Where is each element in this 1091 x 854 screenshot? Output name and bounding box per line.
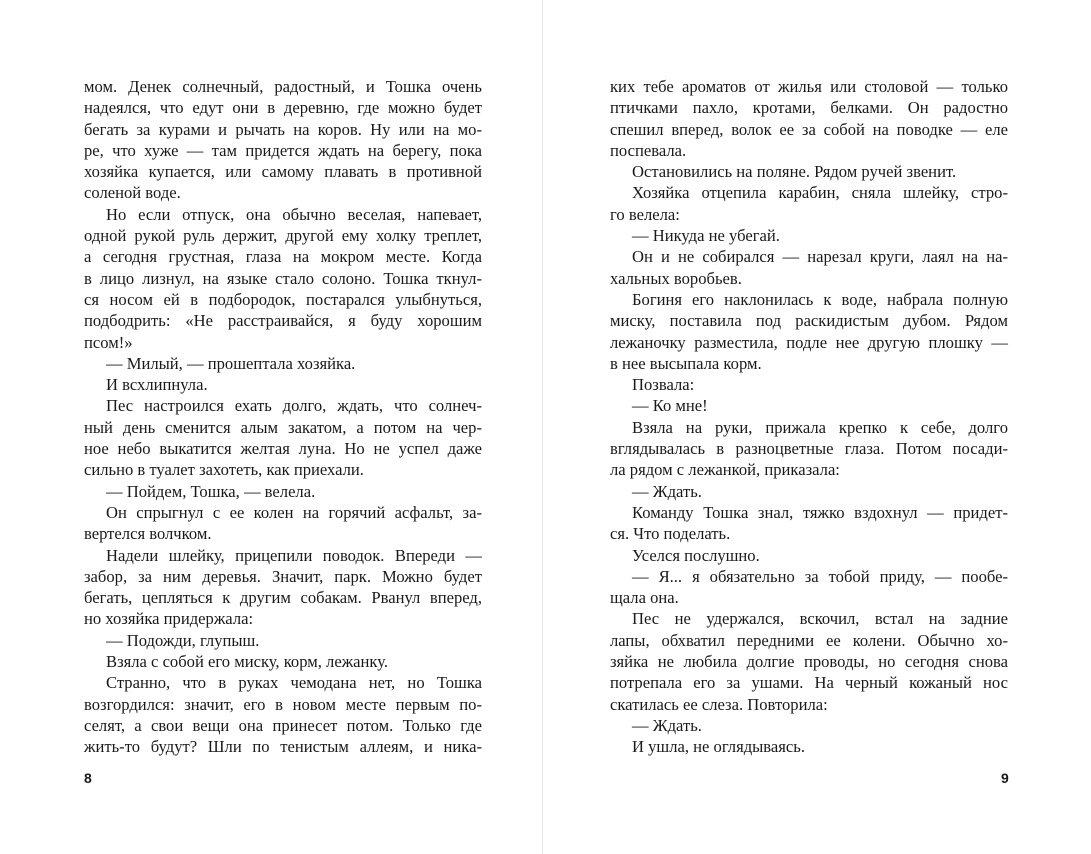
text-line: Но если отпуск, она обычно веселая, напевает,: [106, 204, 482, 224]
page-number-right: 9: [1001, 770, 1009, 786]
text-line: мом. Денек солнечный, радостный, и Тошка очень: [84, 77, 482, 96]
text-line: псом!»: [84, 332, 133, 352]
text-line: забор, за ним деревья. Значит, парк. Можно будет: [84, 566, 482, 586]
text-line: ре, что хуже — там придется ждать на берегу, пока: [84, 140, 482, 160]
text-line: Взяла на руки, прижала крепко к себе, долго: [632, 417, 1008, 437]
text-line: — Я... я обязательно за тобой приду, — пообе-: [632, 566, 1008, 586]
text-line: хозяйка купается, или самому плавать в противной: [84, 162, 482, 182]
text-line: — Никуда не убегай.: [632, 226, 780, 246]
text-line: надеялся, что едут они в деревню, где можно будет: [84, 98, 482, 118]
text-line: вертелся волчком.: [84, 524, 212, 544]
text-line: скатилась ее слеза. Повторила:: [610, 694, 828, 714]
text-line: — Подожди, глупыш.: [106, 630, 260, 650]
text-line: в нее высыпала корм.: [610, 353, 762, 373]
text-line: щала она.: [610, 588, 679, 608]
text-line: Остановились на поляне. Рядом ручей звенит.: [632, 162, 957, 182]
text-line: в лицо лизнул, на языке стало солоно. Тошка ткнул-: [84, 268, 482, 288]
text-line: Хозяйка отцепила карабин, сняла шлейку, стро-: [632, 183, 1008, 203]
text-line: — Милый, — прошептала хозяйка.: [106, 353, 356, 373]
text-line: спешил вперед, волок ее за собой на поводке — еле: [610, 119, 1008, 139]
text-line: Уселся послушно.: [632, 545, 760, 565]
text-line: вглядывалась в разноцветные глаза. Потом посади-: [610, 439, 1008, 459]
text-line: Надели шлейку, прицепили поводок. Впереди —: [106, 545, 482, 565]
text-line: поспевала.: [610, 140, 687, 160]
text-line: И всхлипнула.: [106, 375, 208, 395]
text-line: Богиня его наклонилась к воде, набрала полную: [632, 289, 1008, 309]
page-number-left: 8: [84, 770, 92, 786]
text-line: бегать за курами и рычать на коров. Ну или на мо-: [84, 119, 482, 139]
text-line: Пес настроился ехать долго, ждать, что солнеч-: [106, 396, 482, 416]
text-line: — Ждать.: [632, 481, 702, 501]
text-line: сильно в туалет захотеть, как приехали.: [84, 460, 364, 480]
text-line: подбодрить: «Не расстраивайся, я буду хорошим: [84, 311, 482, 331]
text-line: ких тебе ароматов от жилья или столовой — только: [610, 77, 1008, 96]
text-line: — Ко мне!: [632, 396, 708, 416]
text-line: одной рукой руль держит, другой ему холку треплет,: [84, 226, 482, 246]
text-line: миску, поставила под раскидистым дубом. Рядом: [610, 311, 1008, 331]
text-line: жить-то будут? Шли по тенистым аллеям, и ника-: [84, 737, 482, 757]
text-line: птичками пахло, кротами, белками. Он радостно: [610, 98, 1008, 118]
text-line: Он и не собирался — нарезал круги, лаял на на-: [632, 247, 1008, 267]
text-line: бегать, цепляться к другим собакам. Рванул вперед,: [84, 588, 482, 608]
text-line: селят, а свои вещи она принесет потом. Только где: [84, 715, 482, 735]
text-line: ся. Что поделать.: [610, 524, 731, 544]
text-line: зяйка не любила долгие проводы, но сегодня снова: [610, 652, 1008, 672]
right-page: [546, 0, 1091, 854]
text-line: лапы, обхватил передними ее колени. Обычно хо-: [610, 630, 1008, 650]
text-line: но хозяйка придержала:: [84, 609, 254, 629]
text-line: Странно, что в руках чемодана нет, но Тошка: [106, 673, 482, 693]
text-line: соленой воде.: [84, 183, 181, 203]
text-line: Взяла с собой его миску, корм, лежанку.: [106, 652, 389, 672]
text-line: И ушла, не оглядываясь.: [632, 737, 806, 757]
text-line: хальных воробьев.: [610, 268, 742, 288]
text-line: потрепала его за ушами. На черный кожаный нос: [610, 673, 1008, 693]
text-line: — Пойдем, Тошка, — велела.: [106, 481, 316, 501]
text-line: возгордился: значит, его в новом месте первым по-: [84, 694, 482, 714]
text-line: ное небо выкатится желтая луна. Но не успел даже: [84, 439, 482, 459]
text-line: Пес не удержался, вскочил, встал на задние: [632, 609, 1008, 629]
left-page-text: [84, 76, 482, 758]
text-line: го велела:: [610, 204, 680, 224]
text-line: Позвала:: [632, 375, 695, 395]
text-line: лежаночку разместила, подле нее другую плошку —: [610, 332, 1008, 352]
text-line: Он спрыгнул с ее колен на горячий асфальт, за-: [106, 502, 482, 522]
text-line: — Ждать.: [632, 715, 702, 735]
text-line: ла рядом с лежанкой, приказала:: [610, 460, 840, 480]
text-line: ся носом ей в подбородок, постарался улыбнуться,: [84, 289, 482, 309]
text-line: Команду Тошка знал, тяжко вздохнул — придет-: [632, 502, 1008, 522]
text-line: а сегодня грустная, глаза на мокром месте. Когда: [84, 247, 482, 267]
text-line: ный день сменится алым закатом, а потом на чер-: [84, 417, 482, 437]
right-page-text: [610, 76, 1008, 758]
left-page: [0, 0, 545, 854]
